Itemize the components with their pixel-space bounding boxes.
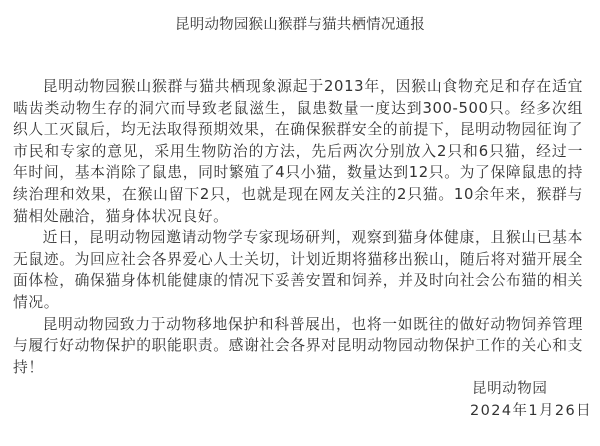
paragraph-closing: 昆明动物园致力于动物移地保护和科普展出，也将一如既往的做好动物饲养管理与履行好动物保护的职能职责。感谢社会各界对昆明动物园动物保护工作的关心和支持！ (13, 315, 583, 376)
document-body (13, 76, 583, 378)
document-title: 昆明动物园猴山猴群与猫共栖情况通报 (175, 17, 425, 33)
paragraph-origin: 昆明动物园猴山猴群与猫共栖现象源起于2013年，因猴山食物充足和存在适宜啮齿类动物生存的洞穴而导致老鼠滋生，鼠患数量一度达到300-500只。经多次组织人工灭鼠后，均无法取得预期效果，在确保猴群安全的前提下，昆明动物园征询了市民和专家的意见，采用生物防治的方法，先后两次分别放入2只和6只猫，经过一年时间，基本消除了鼠患，同时繁殖了4只小猫，数量达到12只。为了保障鼠患的持续治理和效果，在猴山留下2只，也就是现在网友关注的2只猫。10余年来，猴群与猫相处融洽，猫身体状况良好。 (13, 78, 583, 225)
document-date: 2024年1月26日 (470, 403, 593, 419)
signature: 昆明动物园 (472, 381, 548, 397)
paragraph-recent-assessment: 近日，昆明动物园邀请动物学专家现场研判，观察到猫身体健康，且猴山已基本无鼠迹。为回应社会各界爱心人士关切，计划近期将猫移出猴山，随后将对猫开展全面体检，确保猫身体机能健康的情况下妥善安置和饲养，并及时向社会公布猫的相关情况。 (13, 229, 583, 311)
